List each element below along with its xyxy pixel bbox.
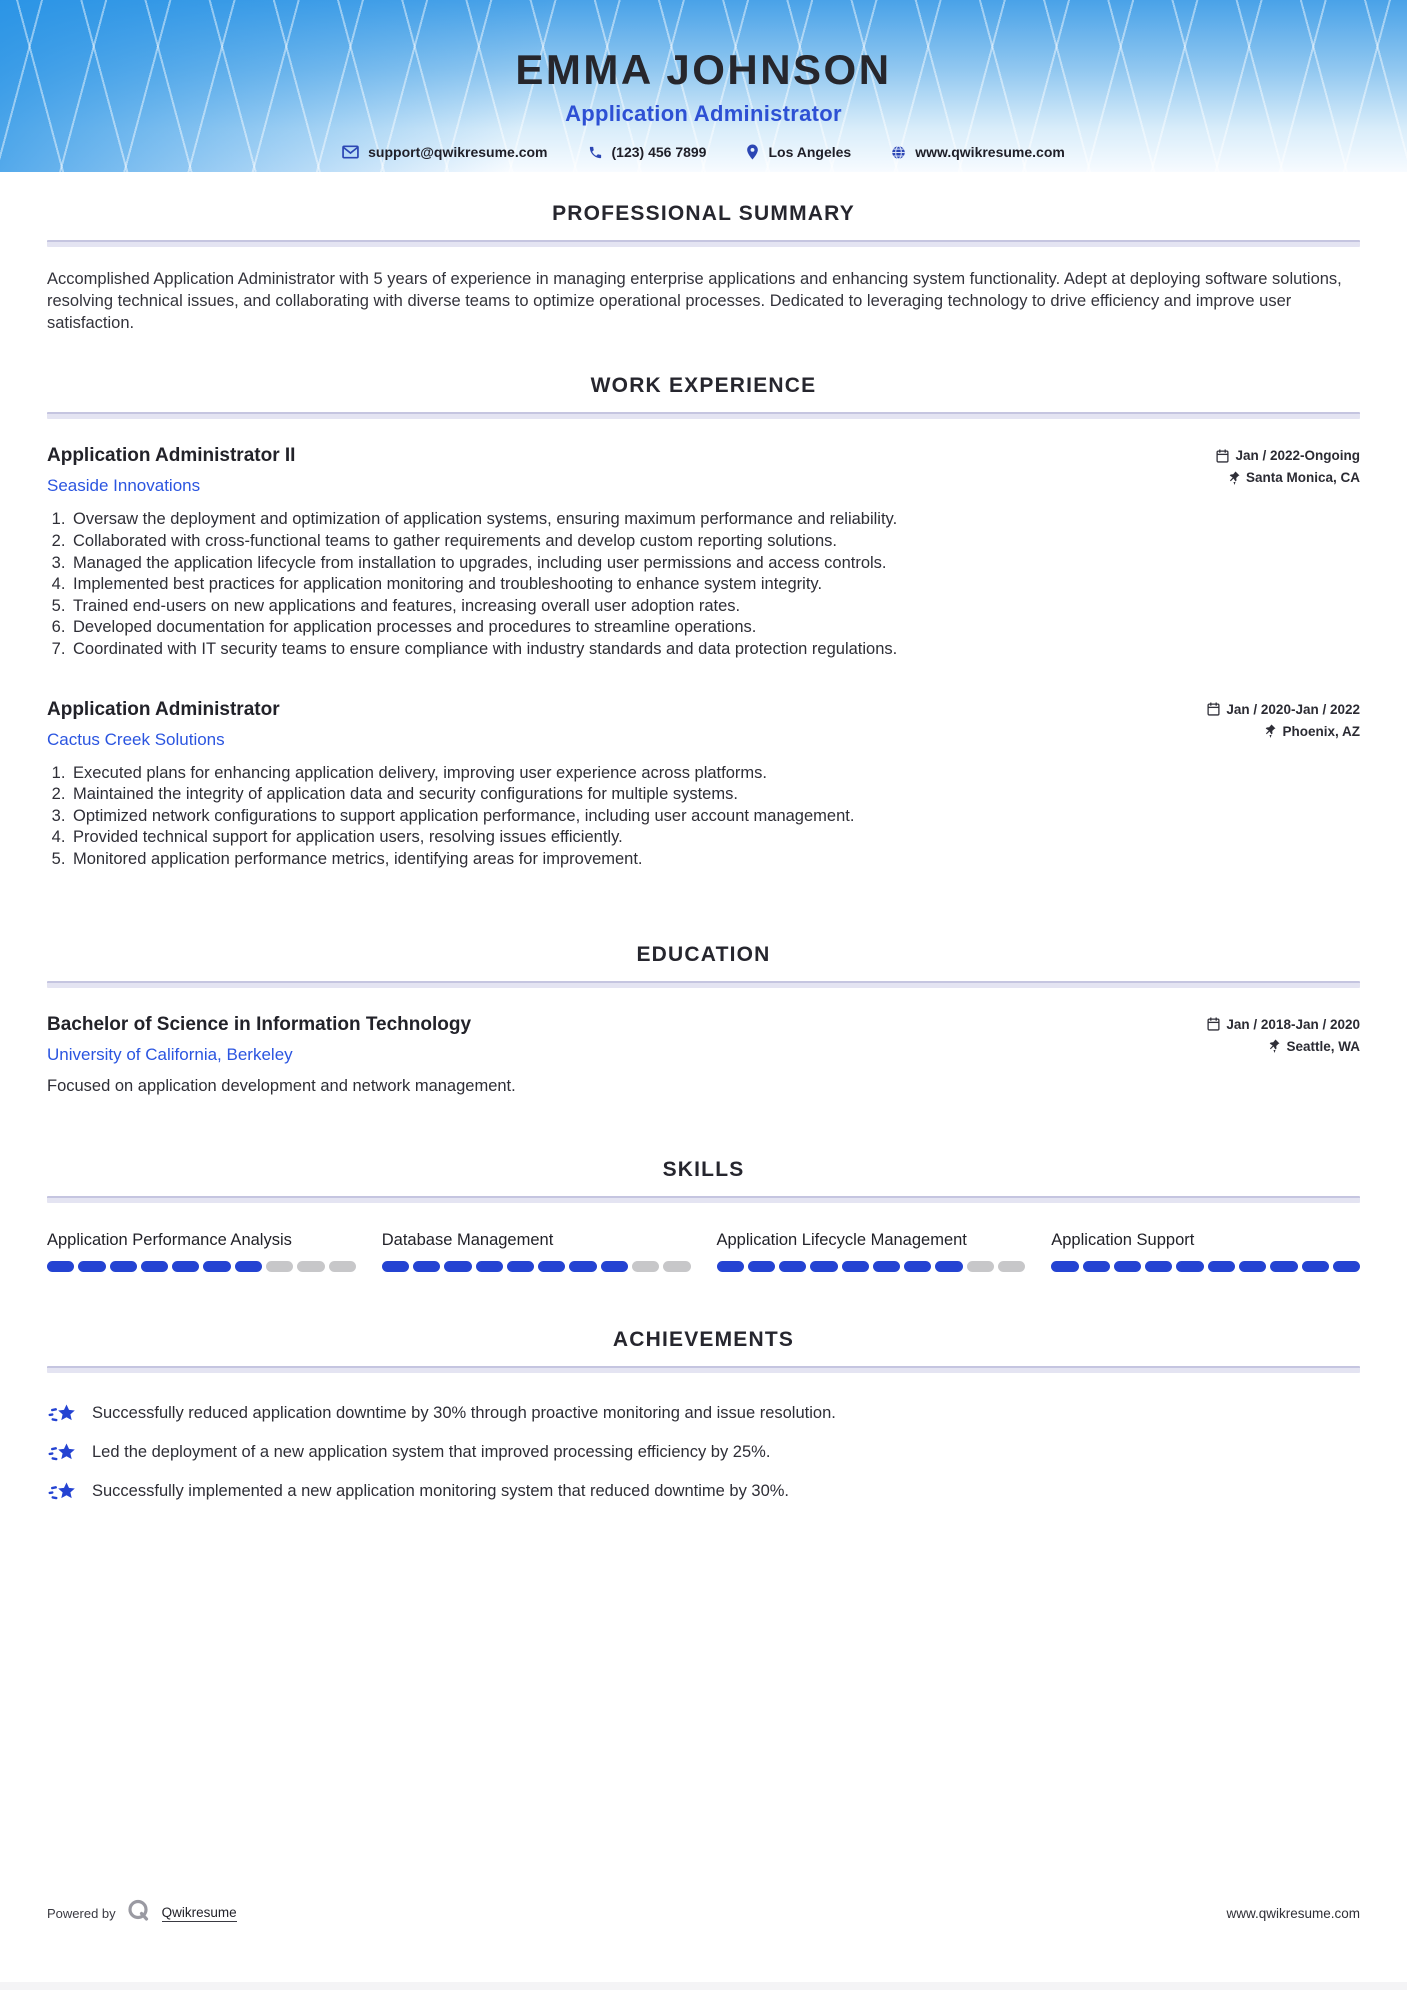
- achievement-text: Successfully reduced application downtime by 30% through proactive monitoring and issue resolution.: [92, 1403, 836, 1422]
- education-location-text: Seattle, WA: [1286, 1038, 1360, 1054]
- section-divider: [47, 240, 1360, 247]
- job-2-bullet: 4. Provided technical support for application users, resolving issues efficiently.: [70, 827, 1360, 849]
- education-dates: [1207, 1017, 1360, 1032]
- globe-icon: [891, 145, 906, 160]
- shooting-star-icon: [47, 1479, 77, 1505]
- education-meta: [1207, 1014, 1360, 1054]
- achievements-list: [47, 1401, 1360, 1505]
- section-title-achievements: ACHIEVEMENTS: [612, 1327, 795, 1351]
- skill-item: [382, 1229, 691, 1272]
- section-divider: [47, 1196, 1360, 1203]
- education-location: [1269, 1039, 1360, 1054]
- contact-row: [0, 144, 1407, 160]
- skill-name: Application Lifecycle Management: [716, 1230, 967, 1249]
- skill-level-bar: [47, 1261, 356, 1272]
- section-divider: [47, 981, 1360, 988]
- job-entry-2-meta: [1207, 699, 1360, 739]
- job-1-bullets: [50, 509, 1360, 660]
- job-1-dates: [1216, 448, 1360, 463]
- job-1-title: Application Administrator II: [47, 445, 296, 467]
- education-note: Focused on application development and network management.: [47, 1076, 516, 1095]
- skill-name: Application Performance Analysis: [47, 1230, 292, 1249]
- email-icon: [342, 145, 359, 159]
- achievement-text: Led the deployment of a new application system that improved processing efficiency by 25%.: [92, 1442, 771, 1461]
- skill-level-bar: [1051, 1261, 1360, 1272]
- shooting-star-icon: [47, 1440, 77, 1466]
- job-2-dates-text: Jan / 2020-Jan / 2022: [1226, 701, 1360, 717]
- footer-website-link[interactable]: www.qwikresume.com: [1226, 1906, 1360, 1921]
- education-entry: [47, 1014, 1360, 1065]
- section-divider: [47, 412, 1360, 419]
- job-2-company-link[interactable]: Cactus Creek Solutions: [47, 729, 225, 749]
- pushpin-icon: [1229, 471, 1240, 485]
- resume-header: [0, 0, 1407, 172]
- pushpin-icon: [1269, 1039, 1280, 1053]
- contact-location: [746, 144, 851, 160]
- contact-email[interactable]: [342, 144, 547, 160]
- pushpin-icon: [1265, 724, 1276, 738]
- location-text: Los Angeles: [768, 144, 852, 160]
- job-2-title: Application Administrator: [47, 698, 280, 720]
- job-entry-1-left: [47, 445, 295, 496]
- skill-item: [47, 1229, 356, 1272]
- qwikresume-logo-icon: [126, 1898, 152, 1929]
- skills-grid: [47, 1229, 1360, 1272]
- job-1-dates-text: Jan / 2022-Ongoing: [1235, 448, 1360, 464]
- website-text: www.qwikresume.com: [915, 144, 1065, 160]
- job-entry-1-meta: [1216, 445, 1360, 485]
- footer-branding: [47, 1898, 237, 1929]
- section-title-work: WORK EXPERIENCE: [590, 374, 817, 398]
- achievement-item: [47, 1440, 1360, 1466]
- job-1-location-text: Santa Monica, CA: [1245, 470, 1360, 486]
- education-entry-left: [47, 1014, 471, 1065]
- powered-by-label: Powered by: [47, 1906, 116, 1921]
- person-job-title: Application Administrator: [565, 101, 842, 126]
- resume-body: [0, 202, 1407, 1505]
- job-2-bullet: 1. Executed plans for enhancing application delivery, improving user experience across platforms.: [70, 763, 1360, 785]
- phone-text: (123) 456 7899: [611, 144, 707, 160]
- section-divider: [47, 1366, 1360, 1373]
- job-1-company-link[interactable]: Seaside Innovations: [47, 476, 201, 496]
- skill-item: [1051, 1229, 1360, 1272]
- section-title-education: EDUCATION: [636, 942, 771, 966]
- education-school-link[interactable]: University of California, Berkeley: [47, 1044, 293, 1064]
- job-2-location: [1265, 724, 1360, 739]
- job-2-bullet: 3. Optimized network configurations to support application performance, including user account management.: [70, 806, 1360, 828]
- achievement-text: Successfully implemented a new application monitoring system that reduced downtime by 30%.: [92, 1481, 790, 1500]
- location-pin-icon: [746, 144, 759, 160]
- section-title-summary: PROFESSIONAL SUMMARY: [552, 202, 855, 225]
- section-title-skills: SKILLS: [662, 1157, 745, 1181]
- job-1-bullet: 4. Implemented best practices for application monitoring and troubleshooting to enhance system integrity.: [70, 574, 1360, 596]
- contact-phone: [588, 144, 707, 160]
- skill-level-bar: [382, 1261, 691, 1272]
- job-2-bullet: 5. Monitored application performance metrics, identifying areas for improvement.: [70, 849, 1360, 871]
- skill-name: Application Support: [1051, 1230, 1195, 1249]
- job-1-bullet: 7. Coordinated with IT security teams to ensure compliance with industry standards and data protection regulations.: [70, 639, 1360, 661]
- job-1-bullet: 6. Developed documentation for application processes and procedures to streamline operations.: [70, 617, 1360, 639]
- job-1-bullet: 1. Oversaw the deployment and optimization of application systems, ensuring maximum performance and reliability.: [70, 509, 1360, 531]
- job-entry-1: [47, 445, 1360, 496]
- qwikresume-link[interactable]: Qwikresume: [161, 1905, 237, 1920]
- calendar-icon: [1207, 1017, 1220, 1031]
- job-2-location-text: Phoenix, AZ: [1282, 723, 1360, 739]
- email-text: support@qwikresume.com: [368, 144, 548, 160]
- education-dates-text: Jan / 2018-Jan / 2020: [1226, 1016, 1360, 1032]
- job-2-dates: [1207, 702, 1360, 717]
- job-2-bullets: [50, 763, 1360, 871]
- page-footer: [47, 1898, 1360, 1929]
- calendar-icon: [1216, 449, 1229, 463]
- shooting-star-icon: [47, 1401, 77, 1427]
- skill-item: [717, 1229, 1026, 1272]
- education-degree: Bachelor of Science in Information Technology: [47, 1013, 472, 1035]
- job-entry-2-left: [47, 699, 280, 750]
- job-2-bullet: 2. Maintained the integrity of application data and security configurations for multiple systems.: [70, 784, 1360, 806]
- skill-name: Database Management: [381, 1230, 554, 1249]
- contact-website[interactable]: [891, 144, 1065, 160]
- achievement-item: [47, 1479, 1360, 1505]
- job-entry-2: [47, 699, 1360, 750]
- skill-level-bar: [717, 1261, 1026, 1272]
- person-name: EMMA JOHNSON: [515, 46, 892, 93]
- bottom-edge-strip: [0, 1982, 1407, 1990]
- achievement-item: [47, 1401, 1360, 1427]
- job-1-bullet: 5. Trained end-users on new applications and features, increasing overall user adoption rates.: [70, 596, 1360, 618]
- phone-icon: [588, 145, 603, 160]
- job-1-location: [1229, 470, 1360, 485]
- job-1-bullet: 2. Collaborated with cross-functional teams to gather requirements and develop custom reporting solutions.: [70, 531, 1360, 553]
- summary-text: Accomplished Application Administrator with 5 years of experience in managing enterprise applications and enhancing system functionality. Adept at deploying software solutions, resolving technical issues, and collaborating with diverse teams to optimize operational processes. Dedicated to leveraging technology to drive efficiency and improve user satisfaction.: [47, 270, 1342, 332]
- job-1-bullet: 3. Managed the application lifecycle from installation to upgrades, including user permissions and access controls.: [70, 553, 1360, 575]
- calendar-icon: [1207, 702, 1220, 716]
